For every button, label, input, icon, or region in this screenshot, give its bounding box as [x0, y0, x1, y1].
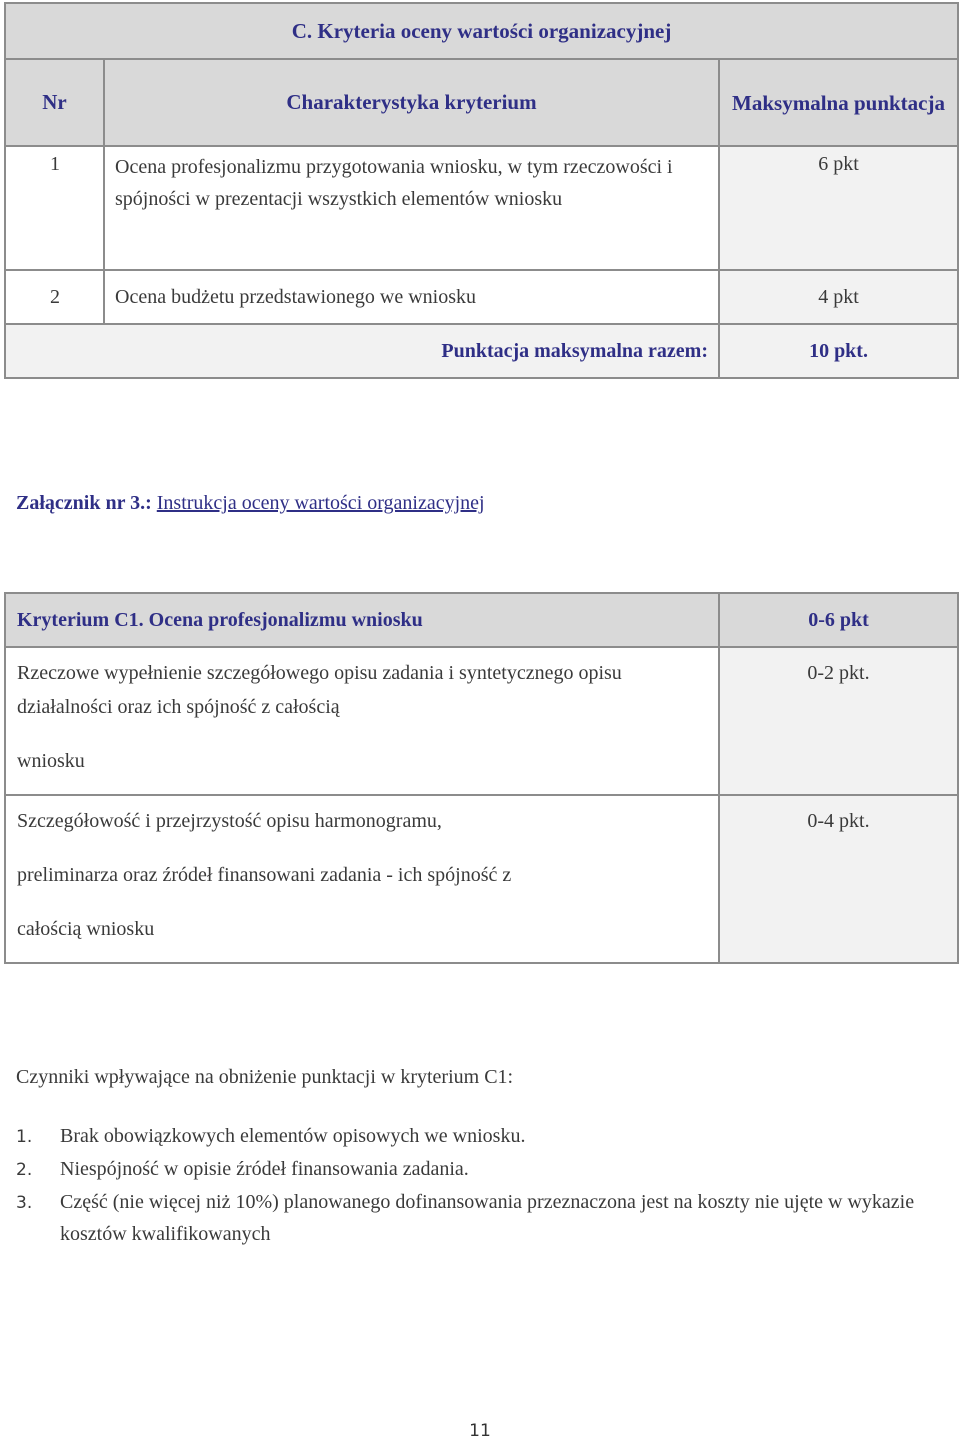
criterion-item-1 — [5, 647, 719, 795]
row-number: 2 — [5, 270, 104, 324]
item-2-line-1: Szczegółowość i przejrzystość opisu harmonogramu, — [17, 810, 442, 832]
factors-list — [16, 1120, 956, 1250]
row-points: 4 pkt — [719, 270, 958, 324]
item-2-points: 0-4 pkt. — [719, 795, 958, 963]
attachment-heading — [16, 492, 485, 515]
item-1-text-continued: wniosku — [17, 750, 85, 772]
column-header-max-points: Maksymalna punktacja — [719, 59, 958, 146]
item-2-line-2: preliminarza oraz źródeł finansowani zadania - ich spójność z — [17, 864, 512, 886]
list-item-text: Brak obowiązkowych elementów opisowych we wniosku. — [60, 1125, 526, 1147]
criterion-label: Kryterium C1. Ocena profesjonalizmu wniosku — [5, 593, 719, 647]
sum-label: Punktacja maksymalna razem: — [5, 324, 719, 378]
item-1-text: Rzeczowe wypełnienie szczegółowego opisu zadania i syntetycznego opisu działalności oraz ich spójność z całością — [17, 662, 622, 718]
table-row — [5, 270, 958, 324]
list-item-number: 1. — [16, 1127, 33, 1147]
attachment-label: Załącznik nr 3.: — [16, 492, 152, 514]
criterion-points: 0-6 pkt — [719, 593, 958, 647]
factors-heading: Czynniki wpływające na obniżenie punktacji w kryterium C1: — [16, 1066, 514, 1088]
row-number: 1 — [5, 146, 104, 270]
column-header-nr: Nr — [5, 59, 104, 146]
row-description: Ocena profesjonalizmu przygotowania wniosku, w tym rzeczowości i spójności w prezentacji wszystkich elementów wniosku — [104, 146, 719, 270]
attachment-title: Instrukcja oceny wartości organizacyjnej — [156, 492, 485, 514]
column-header-characteristic: Charakterystyka kryterium — [104, 59, 719, 146]
table-row — [5, 146, 958, 270]
table-title: C. Kryteria oceny wartości organizacyjnej — [5, 3, 958, 59]
list-item — [16, 1186, 956, 1250]
criteria-table — [4, 2, 959, 379]
list-item-number: 2. — [16, 1160, 33, 1180]
criterion-item-2 — [5, 795, 719, 963]
item-1-points: 0-2 pkt. — [719, 647, 958, 795]
list-item — [16, 1120, 956, 1153]
list-item-text: Niespójność w opisie źródeł finansowania zadania. — [60, 1158, 469, 1180]
list-item — [16, 1153, 956, 1186]
criterion-table — [4, 592, 959, 964]
sum-value: 10 pkt. — [719, 324, 958, 378]
row-points: 6 pkt — [719, 146, 958, 270]
item-2-line-3: całością wniosku — [17, 918, 155, 940]
row-description: Ocena budżetu przedstawionego we wniosku — [104, 270, 719, 324]
list-item-text: Część (nie więcej niż 10%) planowanego dofinansowania przeznaczona jest na koszty nie ujęte w wykazie kosztów kwalifikowanych — [60, 1191, 915, 1245]
list-item-number: 3. — [16, 1193, 33, 1213]
page-number: 11 — [469, 1421, 491, 1441]
